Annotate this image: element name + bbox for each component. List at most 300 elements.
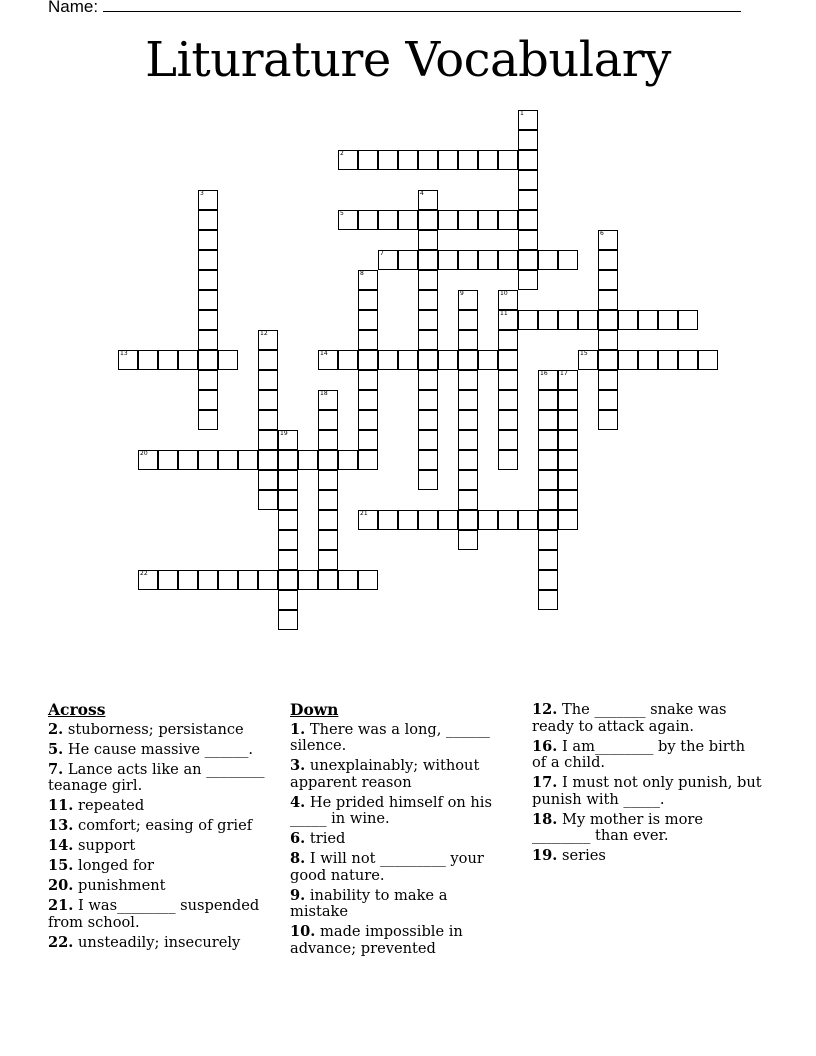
crossword-cell[interactable] bbox=[158, 350, 178, 370]
crossword-cell[interactable] bbox=[378, 350, 398, 370]
clue-number: 10. bbox=[290, 923, 316, 940]
crossword-cell[interactable] bbox=[458, 530, 478, 550]
crossword-cell[interactable] bbox=[358, 330, 378, 350]
crossword-cell[interactable] bbox=[558, 430, 578, 450]
crossword-cell[interactable] bbox=[418, 270, 438, 290]
crossword-cell[interactable] bbox=[338, 350, 358, 370]
crossword-cell[interactable] bbox=[198, 370, 218, 390]
crossword-cell[interactable] bbox=[498, 370, 518, 390]
clue-item bbox=[48, 798, 288, 815]
crossword-cell[interactable] bbox=[318, 410, 338, 430]
crossword-cell[interactable] bbox=[218, 570, 238, 590]
crossword-cell[interactable] bbox=[318, 530, 338, 550]
crossword-cell[interactable] bbox=[258, 330, 278, 350]
crossword-cell[interactable] bbox=[458, 350, 478, 370]
clue-item bbox=[48, 838, 288, 855]
cell-number: 17 bbox=[560, 370, 568, 377]
clue-item bbox=[48, 742, 288, 759]
crossword-cell[interactable] bbox=[318, 390, 338, 410]
crossword-cell[interactable] bbox=[458, 470, 478, 490]
clue-item bbox=[48, 818, 288, 835]
clue-number: 3. bbox=[290, 757, 306, 774]
crossword-cell[interactable] bbox=[458, 310, 478, 330]
clue-number: 21. bbox=[48, 897, 74, 914]
crossword-cell[interactable] bbox=[458, 510, 478, 530]
cell-number: 5 bbox=[340, 210, 344, 217]
crossword-cell[interactable] bbox=[438, 350, 458, 370]
down-heading: Down bbox=[290, 700, 339, 719]
crossword-cell[interactable] bbox=[518, 230, 538, 250]
crossword-cell[interactable] bbox=[198, 410, 218, 430]
crossword-cell[interactable] bbox=[378, 250, 398, 270]
crossword-cell[interactable] bbox=[518, 250, 538, 270]
crossword-cell[interactable] bbox=[518, 110, 538, 130]
crossword-cell[interactable] bbox=[318, 430, 338, 450]
crossword-cell[interactable] bbox=[458, 450, 478, 470]
crossword-cell[interactable] bbox=[238, 570, 258, 590]
crossword-cell[interactable] bbox=[678, 310, 698, 330]
crossword-cell[interactable] bbox=[258, 430, 278, 450]
clue-number: 12. bbox=[532, 701, 558, 718]
cell-number: 13 bbox=[120, 350, 128, 357]
crossword-cell[interactable] bbox=[598, 310, 618, 330]
crossword-cell[interactable] bbox=[458, 250, 478, 270]
crossword-cell[interactable] bbox=[458, 390, 478, 410]
crossword-cell[interactable] bbox=[258, 410, 278, 430]
across-clue-list bbox=[48, 722, 288, 952]
crossword-cell[interactable] bbox=[418, 210, 438, 230]
crossword-cell[interactable] bbox=[418, 250, 438, 270]
clue-item bbox=[532, 775, 762, 808]
crossword-cell[interactable] bbox=[678, 350, 698, 370]
crossword-cell[interactable] bbox=[358, 450, 378, 470]
crossword-cell[interactable] bbox=[558, 490, 578, 510]
crossword-cell[interactable] bbox=[358, 570, 378, 590]
crossword-cell[interactable] bbox=[358, 410, 378, 430]
crossword-cell[interactable] bbox=[378, 150, 398, 170]
clue-item bbox=[532, 848, 762, 865]
clue-text: He prided himself on his _____ in wine. bbox=[290, 793, 492, 827]
crossword-cell[interactable] bbox=[318, 490, 338, 510]
clue-item bbox=[290, 758, 505, 791]
clue-number: 19. bbox=[532, 847, 558, 864]
crossword-cell[interactable] bbox=[638, 350, 658, 370]
crossword-cell[interactable] bbox=[598, 330, 618, 350]
clue-text: Lance acts like an ________ teanage girl. bbox=[48, 760, 265, 794]
crossword-cell[interactable] bbox=[498, 330, 518, 350]
crossword-cell[interactable] bbox=[498, 250, 518, 270]
page-title: Liturature Vocabulary bbox=[145, 32, 671, 88]
crossword-cell[interactable] bbox=[338, 150, 358, 170]
crossword-cell[interactable] bbox=[438, 250, 458, 270]
crossword-cell[interactable] bbox=[498, 510, 518, 530]
crossword-cell[interactable] bbox=[178, 350, 198, 370]
clue-item bbox=[290, 831, 505, 848]
crossword-cell[interactable] bbox=[138, 450, 158, 470]
crossword-cell[interactable] bbox=[198, 210, 218, 230]
crossword-cell[interactable] bbox=[358, 150, 378, 170]
crossword-cell[interactable] bbox=[198, 570, 218, 590]
crossword-cell[interactable] bbox=[418, 430, 438, 450]
crossword-cell[interactable] bbox=[598, 230, 618, 250]
crossword-cell[interactable] bbox=[198, 250, 218, 270]
crossword-cell[interactable] bbox=[378, 510, 398, 530]
crossword-cell[interactable] bbox=[478, 510, 498, 530]
clue-text: I was________ suspended from school. bbox=[48, 897, 260, 931]
clue-number: 8. bbox=[290, 850, 306, 867]
clue-text: unexplainably; without apparent reason bbox=[290, 757, 480, 791]
crossword-cell[interactable] bbox=[338, 210, 358, 230]
crossword-cell[interactable] bbox=[498, 210, 518, 230]
clue-text: The _______ snake was ready to attack again. bbox=[532, 701, 727, 735]
clue-text: series bbox=[557, 847, 606, 864]
cell-number: 6 bbox=[600, 230, 604, 237]
cell-number: 16 bbox=[540, 370, 548, 377]
crossword-cell[interactable] bbox=[358, 350, 378, 370]
crossword-cell[interactable] bbox=[498, 350, 518, 370]
crossword-cell[interactable] bbox=[638, 310, 658, 330]
crossword-cell[interactable] bbox=[398, 250, 418, 270]
crossword-cell[interactable] bbox=[458, 210, 478, 230]
crossword-cell[interactable] bbox=[198, 330, 218, 350]
crossword-cell[interactable] bbox=[118, 350, 138, 370]
clue-number: 9. bbox=[290, 886, 306, 904]
crossword-cell[interactable] bbox=[618, 310, 638, 330]
crossword-cell[interactable] bbox=[198, 450, 218, 470]
clue-item bbox=[532, 739, 762, 772]
crossword-cell[interactable] bbox=[218, 350, 238, 370]
crossword-cell[interactable] bbox=[538, 490, 558, 510]
across-clues bbox=[48, 702, 288, 955]
crossword-cell[interactable] bbox=[278, 570, 298, 590]
crossword-cell[interactable] bbox=[278, 530, 298, 550]
cell-number: 18 bbox=[320, 390, 328, 397]
crossword-cell[interactable] bbox=[698, 350, 718, 370]
crossword-cell[interactable] bbox=[278, 470, 298, 490]
clue-text: inability to make a mistake bbox=[290, 886, 448, 920]
crossword-cell[interactable] bbox=[438, 150, 458, 170]
crossword-cell[interactable] bbox=[198, 270, 218, 290]
crossword-cell[interactable] bbox=[478, 350, 498, 370]
crossword-cell[interactable] bbox=[418, 330, 438, 350]
crossword-cell[interactable] bbox=[258, 470, 278, 490]
clue-number: 6. bbox=[290, 830, 306, 847]
crossword-cell[interactable] bbox=[518, 130, 538, 150]
crossword-cell[interactable] bbox=[578, 310, 598, 330]
clue-item bbox=[532, 812, 762, 845]
clue-text: I am________ by the birth of a child. bbox=[532, 737, 746, 771]
cell-number: 2 bbox=[340, 150, 344, 157]
crossword-cell[interactable] bbox=[538, 390, 558, 410]
crossword-cell[interactable] bbox=[138, 350, 158, 370]
crossword-cell[interactable] bbox=[338, 450, 358, 470]
crossword-cell[interactable] bbox=[358, 210, 378, 230]
clue-number: 1. bbox=[290, 720, 306, 738]
clue-item bbox=[290, 795, 505, 828]
crossword-cell[interactable] bbox=[138, 570, 158, 590]
cell-number: 3 bbox=[200, 190, 204, 197]
crossword-cell[interactable] bbox=[558, 390, 578, 410]
crossword-cell[interactable] bbox=[538, 430, 558, 450]
clue-text: comfort; easing of grief bbox=[73, 817, 253, 834]
clue-number: 20. bbox=[48, 877, 74, 894]
crossword-cell[interactable] bbox=[658, 310, 678, 330]
crossword-cell[interactable] bbox=[558, 310, 578, 330]
crossword-cell[interactable] bbox=[198, 390, 218, 410]
clue-item bbox=[532, 702, 762, 735]
crossword-cell[interactable] bbox=[538, 530, 558, 550]
crossword-cell[interactable] bbox=[358, 270, 378, 290]
crossword-cell[interactable] bbox=[518, 170, 538, 190]
crossword-cell[interactable] bbox=[238, 450, 258, 470]
crossword-cell[interactable] bbox=[198, 230, 218, 250]
crossword-cell[interactable] bbox=[418, 450, 438, 470]
crossword-cell[interactable] bbox=[538, 410, 558, 430]
cell-number: 4 bbox=[420, 190, 424, 197]
crossword-cell[interactable] bbox=[438, 510, 458, 530]
clue-item bbox=[48, 858, 288, 875]
crossword-cell[interactable] bbox=[558, 410, 578, 430]
crossword-cell[interactable] bbox=[598, 350, 618, 370]
clue-text: longed for bbox=[73, 857, 155, 874]
crossword-cell[interactable] bbox=[218, 450, 238, 470]
cell-number: 19 bbox=[280, 430, 288, 437]
crossword-cell[interactable] bbox=[318, 550, 338, 570]
crossword-cell[interactable] bbox=[418, 390, 438, 410]
crossword-cell[interactable] bbox=[458, 330, 478, 350]
crossword-cell[interactable] bbox=[538, 550, 558, 570]
clue-number: 2. bbox=[48, 720, 64, 738]
clue-number: 11. bbox=[48, 797, 74, 814]
cell-number: 21 bbox=[360, 510, 368, 517]
crossword-cell[interactable] bbox=[558, 510, 578, 530]
clue-text: There was a long, ______ silence. bbox=[290, 720, 490, 754]
crossword-cell[interactable] bbox=[518, 150, 538, 170]
clue-item bbox=[290, 924, 505, 957]
crossword-cell[interactable] bbox=[458, 370, 478, 390]
crossword-cell[interactable] bbox=[538, 510, 558, 530]
crossword-cell[interactable] bbox=[398, 350, 418, 370]
crossword-cell[interactable] bbox=[458, 290, 478, 310]
clue-number: 4. bbox=[290, 793, 306, 811]
crossword-cell[interactable] bbox=[518, 510, 538, 530]
crossword-cell[interactable] bbox=[598, 390, 618, 410]
crossword-cell[interactable] bbox=[418, 410, 438, 430]
clue-text: repeated bbox=[73, 797, 145, 814]
clue-text: stuborness; persistance bbox=[63, 720, 244, 738]
cell-number: 12 bbox=[260, 330, 268, 337]
clue-number: 7. bbox=[48, 760, 64, 778]
crossword-cell[interactable] bbox=[518, 210, 538, 230]
cell-number: 15 bbox=[580, 350, 588, 357]
crossword-cell[interactable] bbox=[518, 310, 538, 330]
crossword-cell[interactable] bbox=[538, 590, 558, 610]
clue-number: 16. bbox=[532, 737, 558, 755]
cell-number: 8 bbox=[360, 270, 364, 277]
crossword-cell[interactable] bbox=[318, 470, 338, 490]
crossword-cell[interactable] bbox=[358, 310, 378, 330]
cell-number: 1 bbox=[520, 110, 524, 117]
crossword-cell[interactable] bbox=[398, 210, 418, 230]
crossword-cell[interactable] bbox=[498, 430, 518, 450]
clue-number: 5. bbox=[48, 740, 64, 758]
crossword-cell[interactable] bbox=[598, 370, 618, 390]
crossword-cell[interactable] bbox=[598, 410, 618, 430]
crossword-cell[interactable] bbox=[558, 370, 578, 390]
clue-item bbox=[290, 851, 505, 884]
clue-text: I must not only punish, but punish with _____. bbox=[532, 774, 762, 808]
crossword-cell[interactable] bbox=[158, 570, 178, 590]
crossword-cell[interactable] bbox=[278, 450, 298, 470]
down-clue-list-continued bbox=[532, 702, 762, 865]
crossword-cell[interactable] bbox=[258, 570, 278, 590]
crossword-cell[interactable] bbox=[538, 310, 558, 330]
crossword-cell[interactable] bbox=[158, 450, 178, 470]
crossword-cell[interactable] bbox=[558, 450, 578, 470]
crossword-cell[interactable] bbox=[438, 210, 458, 230]
crossword-cell[interactable] bbox=[278, 430, 298, 450]
crossword-cell[interactable] bbox=[278, 550, 298, 570]
crossword-cell[interactable] bbox=[478, 250, 498, 270]
crossword-cell[interactable] bbox=[498, 450, 518, 470]
clue-number: 18. bbox=[532, 810, 558, 828]
clue-text: support bbox=[73, 837, 136, 854]
clue-text: unsteadily; insecurely bbox=[73, 933, 241, 951]
crossword-cell[interactable] bbox=[198, 190, 218, 210]
clue-item bbox=[48, 878, 288, 895]
crossword-cell[interactable] bbox=[598, 250, 618, 270]
clue-number: 17. bbox=[532, 774, 558, 791]
crossword-cell[interactable] bbox=[618, 350, 638, 370]
crossword-cell[interactable] bbox=[178, 450, 198, 470]
crossword-cell[interactable] bbox=[418, 150, 438, 170]
crossword-cell[interactable] bbox=[538, 570, 558, 590]
crossword-cell[interactable] bbox=[498, 390, 518, 410]
crossword-cell[interactable] bbox=[418, 470, 438, 490]
crossword-cell[interactable] bbox=[418, 310, 438, 330]
cell-number: 14 bbox=[320, 350, 328, 357]
clue-number: 13. bbox=[48, 817, 74, 834]
crossword-cell[interactable] bbox=[258, 450, 278, 470]
crossword-cell[interactable] bbox=[278, 490, 298, 510]
crossword-cell[interactable] bbox=[538, 450, 558, 470]
crossword-cell[interactable] bbox=[478, 210, 498, 230]
cell-number: 9 bbox=[460, 290, 464, 297]
crossword-cell[interactable] bbox=[198, 310, 218, 330]
cell-number: 10 bbox=[500, 290, 508, 297]
cell-number: 7 bbox=[380, 250, 384, 257]
crossword-cell[interactable] bbox=[258, 370, 278, 390]
clue-text: My mother is more ________ than ever. bbox=[532, 810, 704, 844]
crossword-cell[interactable] bbox=[318, 350, 338, 370]
clue-item bbox=[48, 935, 288, 952]
crossword-cell[interactable] bbox=[278, 590, 298, 610]
down-clue-list bbox=[290, 722, 505, 958]
crossword-cell[interactable] bbox=[578, 350, 598, 370]
crossword-cell[interactable] bbox=[538, 470, 558, 490]
down-clues bbox=[290, 702, 505, 961]
crossword-cell[interactable] bbox=[318, 450, 338, 470]
crossword-cell[interactable] bbox=[278, 610, 298, 630]
crossword-cell[interactable] bbox=[258, 490, 278, 510]
clue-text: punishment bbox=[73, 877, 166, 894]
clue-item bbox=[290, 722, 505, 755]
crossword-cell[interactable] bbox=[378, 210, 398, 230]
crossword-cell[interactable] bbox=[498, 150, 518, 170]
clue-number: 15. bbox=[48, 857, 74, 874]
crossword-cell[interactable] bbox=[198, 290, 218, 310]
down-clues-continued bbox=[532, 702, 762, 868]
crossword-cell[interactable] bbox=[478, 150, 498, 170]
crossword-cell[interactable] bbox=[518, 270, 538, 290]
crossword-cell[interactable] bbox=[298, 450, 318, 470]
cell-number: 11 bbox=[500, 310, 508, 317]
cell-number: 22 bbox=[140, 570, 148, 577]
crossword-cell[interactable] bbox=[258, 390, 278, 410]
crossword-cell[interactable] bbox=[318, 510, 338, 530]
crossword-cell[interactable] bbox=[178, 570, 198, 590]
crossword-cell[interactable] bbox=[538, 250, 558, 270]
crossword-cell[interactable] bbox=[558, 250, 578, 270]
crossword-cell[interactable] bbox=[198, 350, 218, 370]
crossword-cell[interactable] bbox=[538, 370, 558, 390]
crossword-cell[interactable] bbox=[518, 190, 538, 210]
crossword-cell[interactable] bbox=[458, 150, 478, 170]
clue-text: made impossible in advance; prevented bbox=[290, 923, 463, 957]
crossword-cell[interactable] bbox=[418, 510, 438, 530]
cell-number: 20 bbox=[140, 450, 148, 457]
clue-item bbox=[48, 762, 288, 795]
crossword-cell[interactable] bbox=[658, 350, 678, 370]
clue-item bbox=[48, 898, 288, 931]
crossword-cell[interactable] bbox=[398, 510, 418, 530]
crossword-cell[interactable] bbox=[598, 270, 618, 290]
clue-item bbox=[48, 722, 288, 739]
crossword-cell[interactable] bbox=[598, 290, 618, 310]
crossword-cell[interactable] bbox=[358, 370, 378, 390]
crossword-cell[interactable] bbox=[418, 350, 438, 370]
crossword-cell[interactable] bbox=[458, 430, 478, 450]
clue-number: 14. bbox=[48, 837, 74, 854]
clue-number: 22. bbox=[48, 933, 74, 951]
clue-text: He cause massive ______. bbox=[63, 740, 254, 758]
crossword-cell[interactable] bbox=[358, 430, 378, 450]
crossword-cell[interactable] bbox=[458, 490, 478, 510]
crossword-cell[interactable] bbox=[398, 150, 418, 170]
crossword-cell[interactable] bbox=[558, 470, 578, 490]
crossword-cell[interactable] bbox=[418, 190, 438, 210]
crossword-cell[interactable] bbox=[278, 510, 298, 530]
clue-text: tried bbox=[305, 830, 346, 847]
across-heading: Across bbox=[48, 700, 106, 719]
crossword-cell[interactable] bbox=[258, 350, 278, 370]
crossword-cell[interactable] bbox=[498, 310, 518, 330]
crossword-cell[interactable] bbox=[318, 570, 338, 590]
crossword-cell[interactable] bbox=[298, 570, 318, 590]
crossword-cell[interactable] bbox=[358, 510, 378, 530]
crossword-cell[interactable] bbox=[418, 230, 438, 250]
name-label: Name: bbox=[48, 0, 99, 16]
clue-text: I will not _________ your good nature. bbox=[290, 850, 484, 884]
crossword-cell[interactable] bbox=[458, 410, 478, 430]
crossword-cell[interactable] bbox=[358, 290, 378, 310]
crossword-cell[interactable] bbox=[418, 370, 438, 390]
crossword-cell[interactable] bbox=[498, 290, 518, 310]
crossword-cell[interactable] bbox=[338, 570, 358, 590]
crossword-cell[interactable] bbox=[418, 290, 438, 310]
crossword-cell[interactable] bbox=[498, 410, 518, 430]
crossword-cell[interactable] bbox=[358, 390, 378, 410]
